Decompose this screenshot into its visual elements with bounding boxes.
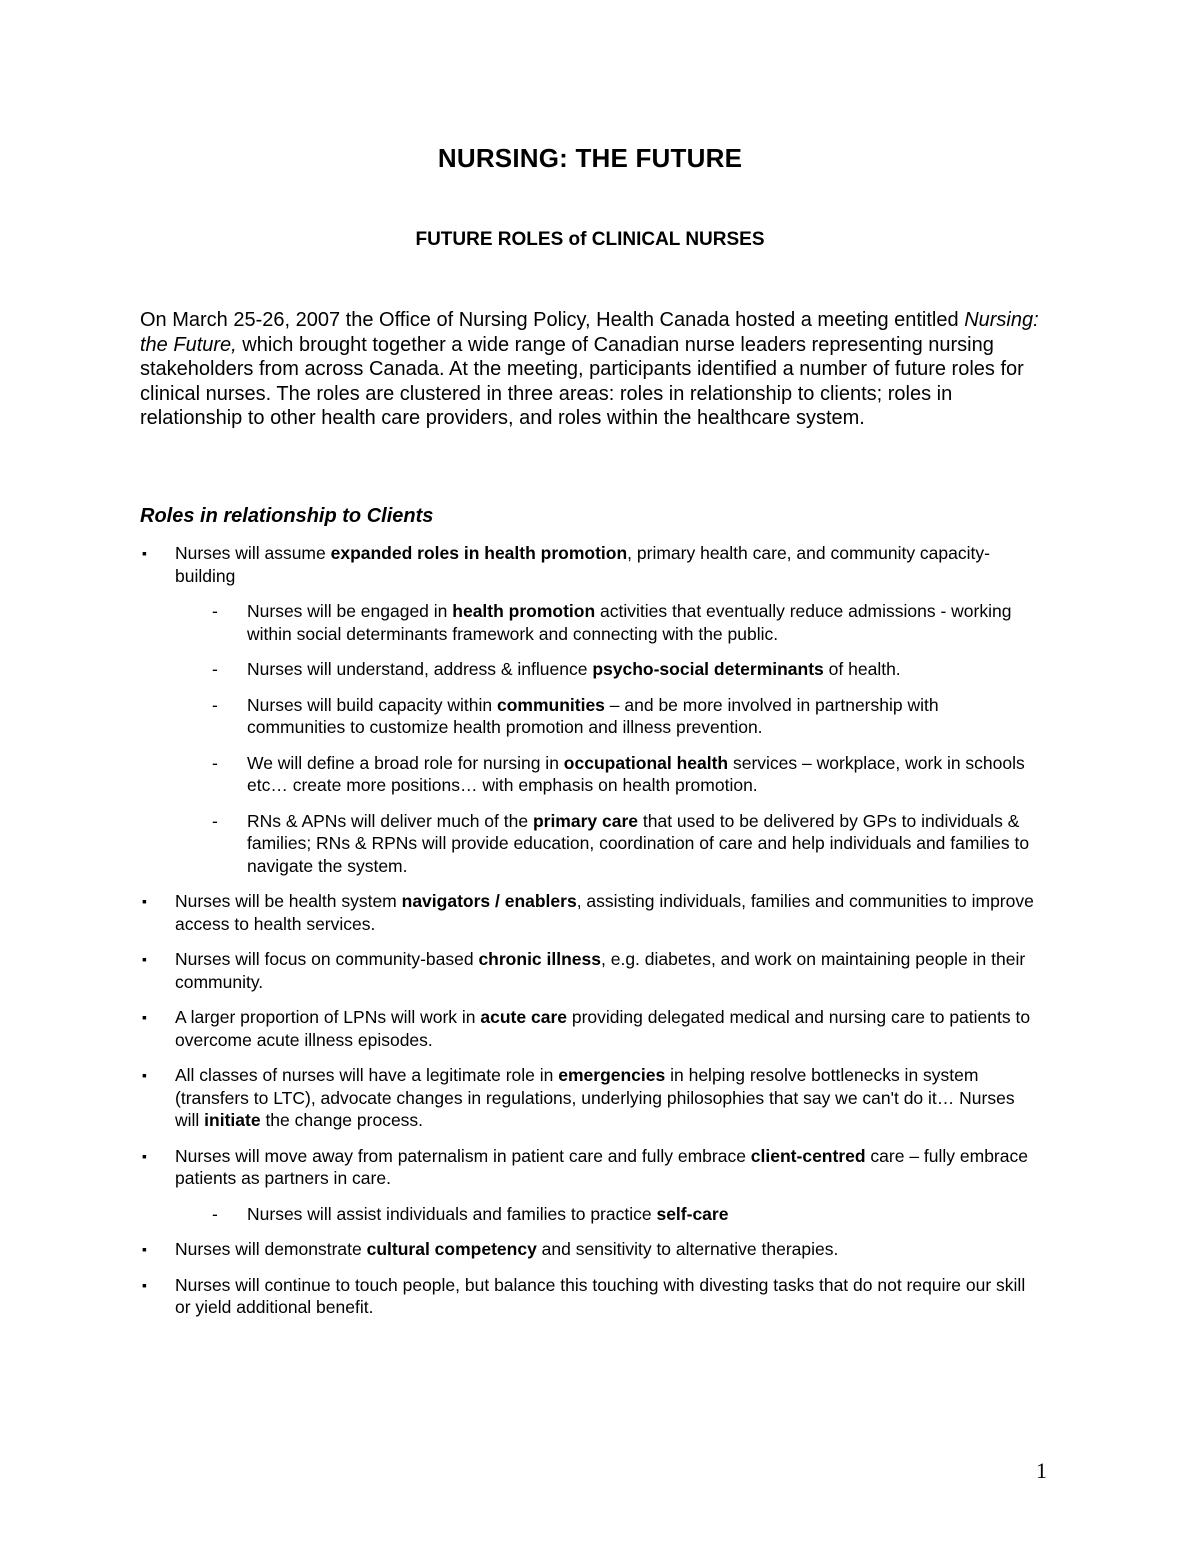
bullet-marker: ▪ <box>142 1067 147 1083</box>
text-run: All classes of nurses will have a legitimate role in <box>175 1065 559 1085</box>
text-run: On March 25-26, 2007 the Office of Nursing Policy, Health Canada hosted a meeting entitled <box>140 309 965 331</box>
text-run: which brought together a wide range of Canadian nurse leaders representing nursing stakeholders from across Canada. At the meeting, participants identified a number of future roles for clinical nurses. The roles are clustered in three areas: roles in relationship to clients; roles in relationship to other health care providers, and roles within the healthcare system. <box>140 333 1024 429</box>
dash-marker: - <box>212 659 218 679</box>
bold-term: acute care <box>480 1007 567 1027</box>
bold-term: communities <box>496 694 605 715</box>
bold-term: primary care <box>532 810 639 831</box>
sub-item <box>140 752 1040 797</box>
bold-term: navigators / enablers <box>401 891 577 911</box>
text-run: of health. <box>823 659 901 679</box>
page-number: 1 <box>1036 1458 1047 1483</box>
bullet-item <box>140 1064 1040 1132</box>
document-subtitle: FUTURE ROLES of CLINICAL NURSES <box>415 229 765 250</box>
bold-term: psycho-social determinants <box>592 659 824 679</box>
dash-marker: - <box>212 752 218 773</box>
item-text <box>247 1204 728 1224</box>
text-run: , assisting individuals, families and communities to improve access to health services. <box>175 891 1034 934</box>
document-title: NURSING: THE FUTURE <box>437 143 743 173</box>
bullet-marker: ▪ <box>142 951 147 967</box>
text-run: Nurses will understand, address & influence <box>247 659 593 679</box>
item-text <box>175 891 1034 934</box>
dash-marker: - <box>212 1203 218 1224</box>
item-text <box>247 695 939 738</box>
section-heading: Roles in relationship to Clients <box>140 505 434 527</box>
bullet-marker: ▪ <box>142 1276 147 1293</box>
bold-term: initiate <box>204 1110 261 1130</box>
bullet-marker: ▪ <box>142 893 147 909</box>
bullet-item <box>140 948 1040 993</box>
bold-term: client-centred <box>750 1145 866 1166</box>
roles-list <box>140 542 1040 1332</box>
bullet-item <box>140 1006 1040 1051</box>
bold-term: occupational health <box>563 752 729 773</box>
text-run: Nurses will assist individuals and families to practice <box>247 1203 657 1224</box>
sub-item <box>140 810 1040 878</box>
dash-marker: - <box>212 810 218 831</box>
text-run: , primary health care, and community capacity-building <box>175 543 990 586</box>
text-run: Nurses will move away from paternalism in patient care and fully embrace <box>175 1145 751 1166</box>
item-text <box>247 753 1025 796</box>
item-text <box>175 1275 1025 1318</box>
bold-term: emergencies <box>558 1065 666 1085</box>
document-page <box>140 0 1040 1553</box>
bold-term: cultural competency <box>366 1239 537 1259</box>
bullet-item <box>140 1238 1040 1261</box>
bold-term: expanded roles in health promotion <box>330 543 628 563</box>
bullet-item <box>140 890 1040 935</box>
text-run: We will define a broad role for nursing in <box>247 752 564 773</box>
sub-item <box>140 658 1040 681</box>
text-run: the change process. <box>260 1110 424 1130</box>
bullet-marker: ▪ <box>142 1147 147 1164</box>
text-run: Nurses will be health system <box>175 891 402 911</box>
item-text <box>175 1146 1028 1189</box>
bold-term: chronic illness <box>478 949 601 969</box>
text-run: services – workplace, work in schools etc… create more positions… with emphasis on health promotion. <box>247 752 1025 795</box>
bullet-item <box>140 542 1040 587</box>
text-run: and sensitivity to alternative therapies. <box>536 1239 839 1259</box>
text-run: Nurses will be engaged in <box>247 601 453 621</box>
text-run: Nurses will build capacity within <box>247 694 497 715</box>
text-run: Nurses will focus on community-based <box>175 949 479 969</box>
bullet-item <box>140 1274 1040 1319</box>
intro-paragraph <box>140 308 1040 431</box>
item-text <box>247 659 901 679</box>
dash-marker: - <box>212 694 218 715</box>
item-text <box>175 543 990 586</box>
bullet-marker: ▪ <box>142 1241 147 1257</box>
text-run: – and be more involved in partnership with communities to customize health promotion and illness prevention. <box>247 694 939 737</box>
sub-item <box>140 694 1040 739</box>
sub-item <box>140 1203 1040 1226</box>
dash-marker: - <box>212 601 218 621</box>
text-run: , e.g. diabetes, and work on maintaining people in their community. <box>175 949 1026 992</box>
text-run: providing delegated medical and nursing care to patients to overcome acute illness episodes. <box>175 1007 1031 1050</box>
sub-item <box>140 600 1040 645</box>
item-text <box>175 1007 1030 1050</box>
bullet-marker: ▪ <box>142 545 147 561</box>
item-text <box>247 811 1029 876</box>
bullet-item <box>140 1145 1040 1190</box>
text-run: A larger proportion of LPNs will work in <box>175 1007 481 1027</box>
bullet-marker: ▪ <box>142 1009 147 1025</box>
item-text <box>175 1065 1015 1130</box>
text-run: Nurses will assume <box>175 543 331 563</box>
item-text <box>247 601 1011 644</box>
bold-term: self-care <box>656 1203 729 1224</box>
italic-term: Nursing: the Future, <box>140 309 1039 356</box>
text-run: that used to be delivered by GPs to individuals & families; RNs & RPNs will provide education, coordination of care and help individuals and families to navigate the system. <box>247 810 1030 876</box>
text-run: activities that eventually reduce admissions - working within social determinants framework and connecting with the public. <box>247 601 1012 644</box>
item-text <box>175 1239 838 1259</box>
text-run: in helping resolve bottlenecks in system (transfers to LTC), advocate changes in regulations, underlying philosophies that say we can't do it… Nurses will <box>175 1065 1015 1130</box>
text-run: Nurses will demonstrate <box>175 1239 367 1259</box>
item-text <box>175 949 1025 992</box>
text-run: care – fully embrace patients as partners in care. <box>175 1145 1028 1188</box>
text-run: Nurses will continue to touch people, but balance this touching with divesting tasks that do not require our skill or yield additional benefit. <box>175 1274 1026 1317</box>
bold-term: health promotion <box>452 601 596 621</box>
text-run: RNs & APNs will deliver much of the <box>247 810 533 831</box>
